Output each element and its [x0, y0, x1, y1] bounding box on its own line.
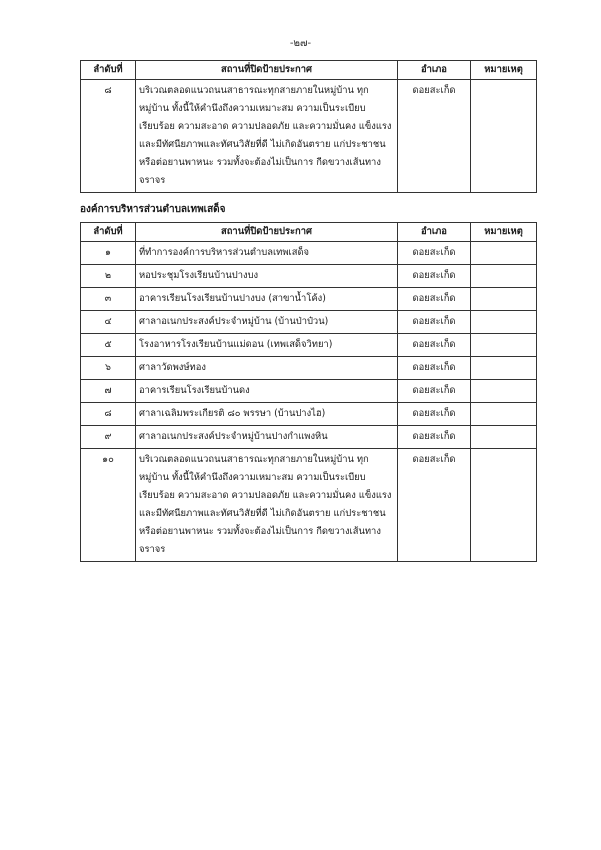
- row-place: ที่ทำการองค์การบริหารส่วนตำบลเทพเสด็จ: [136, 242, 398, 265]
- row-place: ศาลาอเนกประสงค์ประจำหมู่บ้าน (บ้านป่าป๋วน): [136, 311, 398, 334]
- row-place: บริเวณตลอดแนวถนนสาธารณะทุกสายภายในหมู่บ้าน ทุกหมู่บ้าน ทั้งนี้ให้คำนึงถึงความเหมาะสม ความเป็นระเบียบ เรียบร้อย ความสะอาด ความปลอดภัย และความมั่นคง แข็งแรง และมีทัศนียภาพและทัศนวิสัยที่ดี ไม่เกิดอันตราย แก่ประชาชนหรือต่อยานพาหนะ รวมทั้งจะต้องไม่เป็นการ กีดขวางเส้นทางจราจร: [136, 80, 398, 193]
- row-district: ดอยสะเก็ด: [398, 80, 471, 193]
- section-heading: องค์การบริหารส่วนตำบลเทพเสด็จ: [80, 204, 226, 215]
- locations-table-2: [80, 222, 537, 562]
- row-remarks: [471, 357, 537, 380]
- row-remarks: [471, 311, 537, 334]
- row-district: ดอยสะเก็ด: [398, 334, 471, 357]
- table-header-row: [81, 61, 537, 80]
- row-order: ๙: [81, 426, 136, 449]
- row-district: ดอยสะเก็ด: [398, 380, 471, 403]
- row-place: ศาลาอเนกประสงค์ประจำหมู่บ้านปางกำแพงหิน: [136, 426, 398, 449]
- row-order: ๖: [81, 357, 136, 380]
- table-row: [81, 334, 537, 357]
- row-place: บริเวณตลอดแนวถนนสาธารณะทุกสายภายในหมู่บ้าน ทุกหมู่บ้าน ทั้งนี้ให้คำนึงถึงความเหมาะสม ความเป็นระเบียบ เรียบร้อย ความสะอาด ความปลอดภัย และความมั่นคง แข็งแรง และมีทัศนียภาพและทัศนวิสัยที่ดี ไม่เกิดอันตราย แก่ประชาชนหรือต่อยานพาหนะ รวมทั้งจะต้องไม่เป็นการ กีดขวางเส้นทางจราจร: [136, 449, 398, 562]
- row-remarks: [471, 380, 537, 403]
- header-order: ลำดับที่: [81, 61, 136, 80]
- row-district: ดอยสะเก็ด: [398, 449, 471, 562]
- row-district: ดอยสะเก็ด: [398, 265, 471, 288]
- row-order: ๗: [81, 380, 136, 403]
- row-order: ๒: [81, 265, 136, 288]
- row-district: ดอยสะเก็ด: [398, 426, 471, 449]
- row-remarks: [471, 334, 537, 357]
- header-order: ลำดับที่: [81, 223, 136, 242]
- row-order: ๕: [81, 334, 136, 357]
- row-district: ดอยสะเก็ด: [398, 357, 471, 380]
- row-district: ดอยสะเก็ด: [398, 403, 471, 426]
- page-number: -๒๗-: [289, 38, 312, 49]
- table-row: [81, 311, 537, 334]
- row-remarks: [471, 242, 537, 265]
- row-order: ๘: [81, 403, 136, 426]
- row-order: ๔: [81, 311, 136, 334]
- row-order: ๑: [81, 242, 136, 265]
- row-place: หอประชุมโรงเรียนบ้านปางบง: [136, 265, 398, 288]
- header-remarks: หมายเหตุ: [471, 223, 537, 242]
- row-place: ศาลาเฉลิมพระเกียรติ ๘๐ พรรษา (บ้านปางไฮ): [136, 403, 398, 426]
- row-district: ดอยสะเก็ด: [398, 311, 471, 334]
- row-remarks: [471, 449, 537, 562]
- table-row: [81, 403, 537, 426]
- table-row: [81, 242, 537, 265]
- row-remarks: [471, 265, 537, 288]
- header-remarks: หมายเหตุ: [471, 61, 537, 80]
- row-order: ๘: [81, 80, 136, 193]
- row-place: โรงอาหารโรงเรียนบ้านแม่ดอน (เทพเสด็จวิทยา): [136, 334, 398, 357]
- row-order: ๑๐: [81, 449, 136, 562]
- row-place: อาคารเรียนโรงเรียนบ้านดง: [136, 380, 398, 403]
- row-district: ดอยสะเก็ด: [398, 288, 471, 311]
- table-row: [81, 265, 537, 288]
- row-remarks: [471, 426, 537, 449]
- row-remarks: [471, 80, 537, 193]
- table-row: [81, 357, 537, 380]
- header-place: สถานที่ปิดป้ายประกาศ: [136, 61, 398, 80]
- row-order: ๓: [81, 288, 136, 311]
- table-row: [81, 449, 537, 562]
- table-row: [81, 380, 537, 403]
- row-remarks: [471, 403, 537, 426]
- header-place: สถานที่ปิดป้ายประกาศ: [136, 223, 398, 242]
- row-place: อาคารเรียนโรงเรียนบ้านปางบง (สาขาน้ำโค้ง): [136, 288, 398, 311]
- table-header-row: [81, 223, 537, 242]
- table-row: [81, 288, 537, 311]
- locations-table-1: [80, 60, 537, 193]
- table-row: [81, 80, 537, 193]
- row-district: ดอยสะเก็ด: [398, 242, 471, 265]
- header-district: อำเภอ: [398, 223, 471, 242]
- table-row: [81, 426, 537, 449]
- row-place: ศาลาวัดพงษ์ทอง: [136, 357, 398, 380]
- header-district: อำเภอ: [398, 61, 471, 80]
- row-remarks: [471, 288, 537, 311]
